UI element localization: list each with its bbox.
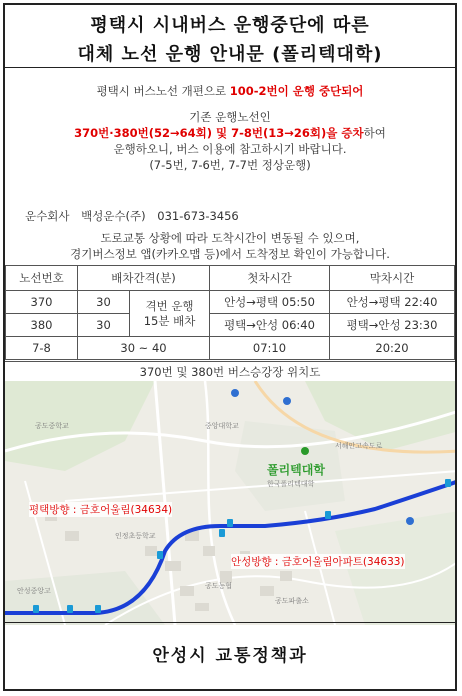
map-label: 안성중앙고 <box>17 587 51 595</box>
notice-body <box>5 67 455 265</box>
table-row <box>6 337 455 360</box>
route-cell: 380 <box>6 314 78 337</box>
warning-line-1: 도로교통 상황에 따라 도착시간이 변동될 수 있으며, <box>100 231 360 245</box>
table-header-row <box>6 266 455 291</box>
alternate-note-1: 격번 운행 <box>145 298 194 313</box>
first-time-cell: 07:10 <box>210 337 330 360</box>
alternate-note-2: 15분 배차 <box>143 313 196 328</box>
warning-line-2: 경기버스정보 앱(카카오맵 등)에서 도착정보 확인이 가능합니다. <box>70 247 390 261</box>
increase-line <box>5 125 455 141</box>
header-interval: 배차간격(분) <box>78 266 210 291</box>
title-line-2: 대체 노선 운행 안내문 (폴리텍대학) <box>77 44 383 65</box>
route-cell: 370 <box>6 291 78 314</box>
last-time-cell: 20:20 <box>330 337 455 360</box>
header-last: 막차시간 <box>330 266 455 291</box>
interval-cell: 30 <box>78 314 130 337</box>
header-first: 첫차시간 <box>210 266 330 291</box>
intro-prefix: 평택시 버스노선 개편으로 <box>96 84 230 98</box>
campus-label: 폴리텍대학 <box>267 463 325 477</box>
company-phone: 031-673-3456 <box>157 209 239 223</box>
company-label: 운수회사 <box>25 209 70 223</box>
title-line-1: 평택시 시내버스 운행중단에 따른 <box>90 15 370 36</box>
alternate-note-cell <box>130 291 210 337</box>
stop-anseong-label: 안성방향 : 금호어울림아파트(34633) <box>231 556 405 568</box>
interval-cell: 30 <box>78 291 130 314</box>
last-time-cell: 안성→평택 22:40 <box>330 291 455 314</box>
map-label: 중앙대학교 <box>205 422 239 430</box>
warning-block <box>5 230 455 262</box>
increase-suffix: 하여 <box>363 126 386 140</box>
intro-line <box>5 83 455 99</box>
map-label: 공도농협 <box>205 582 233 590</box>
interval-cell: 30 ~ 40 <box>78 337 210 360</box>
map-label: 공도파출소 <box>275 597 309 605</box>
route-cell: 7-8 <box>6 337 78 360</box>
map-label: 서해안고속도로 <box>335 442 383 450</box>
normal-line: (7-5번, 7-6번, 7-7번 정상운행) <box>149 158 311 172</box>
operate-line: 운행하오니, 버스 이용에 참고하시기 바랍니다. <box>113 142 347 156</box>
last-time-cell: 평택→안성 23:30 <box>330 314 455 337</box>
table-row <box>6 291 455 314</box>
header-route: 노선번호 <box>6 266 78 291</box>
bus-stop-map <box>5 381 455 625</box>
issuing-department: 안성시 교통정책과 <box>5 622 455 689</box>
notice-frame <box>3 3 457 691</box>
table-row <box>6 314 455 337</box>
existing-line: 기존 운행노선인 <box>189 110 271 124</box>
company-name: 백성운수(주) <box>81 209 146 223</box>
company-info <box>25 208 247 224</box>
map-label: 인정초등학교 <box>115 532 156 540</box>
schedule-table <box>5 265 455 360</box>
map-label: 한국폴리텍대학 <box>267 480 315 488</box>
first-time-cell: 안성→평택 05:50 <box>210 291 330 314</box>
intro-red: 100-2번이 운행 중단되어 <box>229 84 364 98</box>
map-label: 공도중학교 <box>35 422 69 430</box>
notice-title <box>5 5 455 68</box>
increase-red: 370번·380번(52→64회) 및 7-8번(13→26회)을 증차 <box>74 126 364 140</box>
stop-pyeongtaek-label: 평택방향 : 금호어울림(34634) <box>29 504 173 516</box>
map-caption: 370번 및 380번 버스승강장 위치도 <box>5 361 455 383</box>
first-time-cell: 평택→안성 06:40 <box>210 314 330 337</box>
